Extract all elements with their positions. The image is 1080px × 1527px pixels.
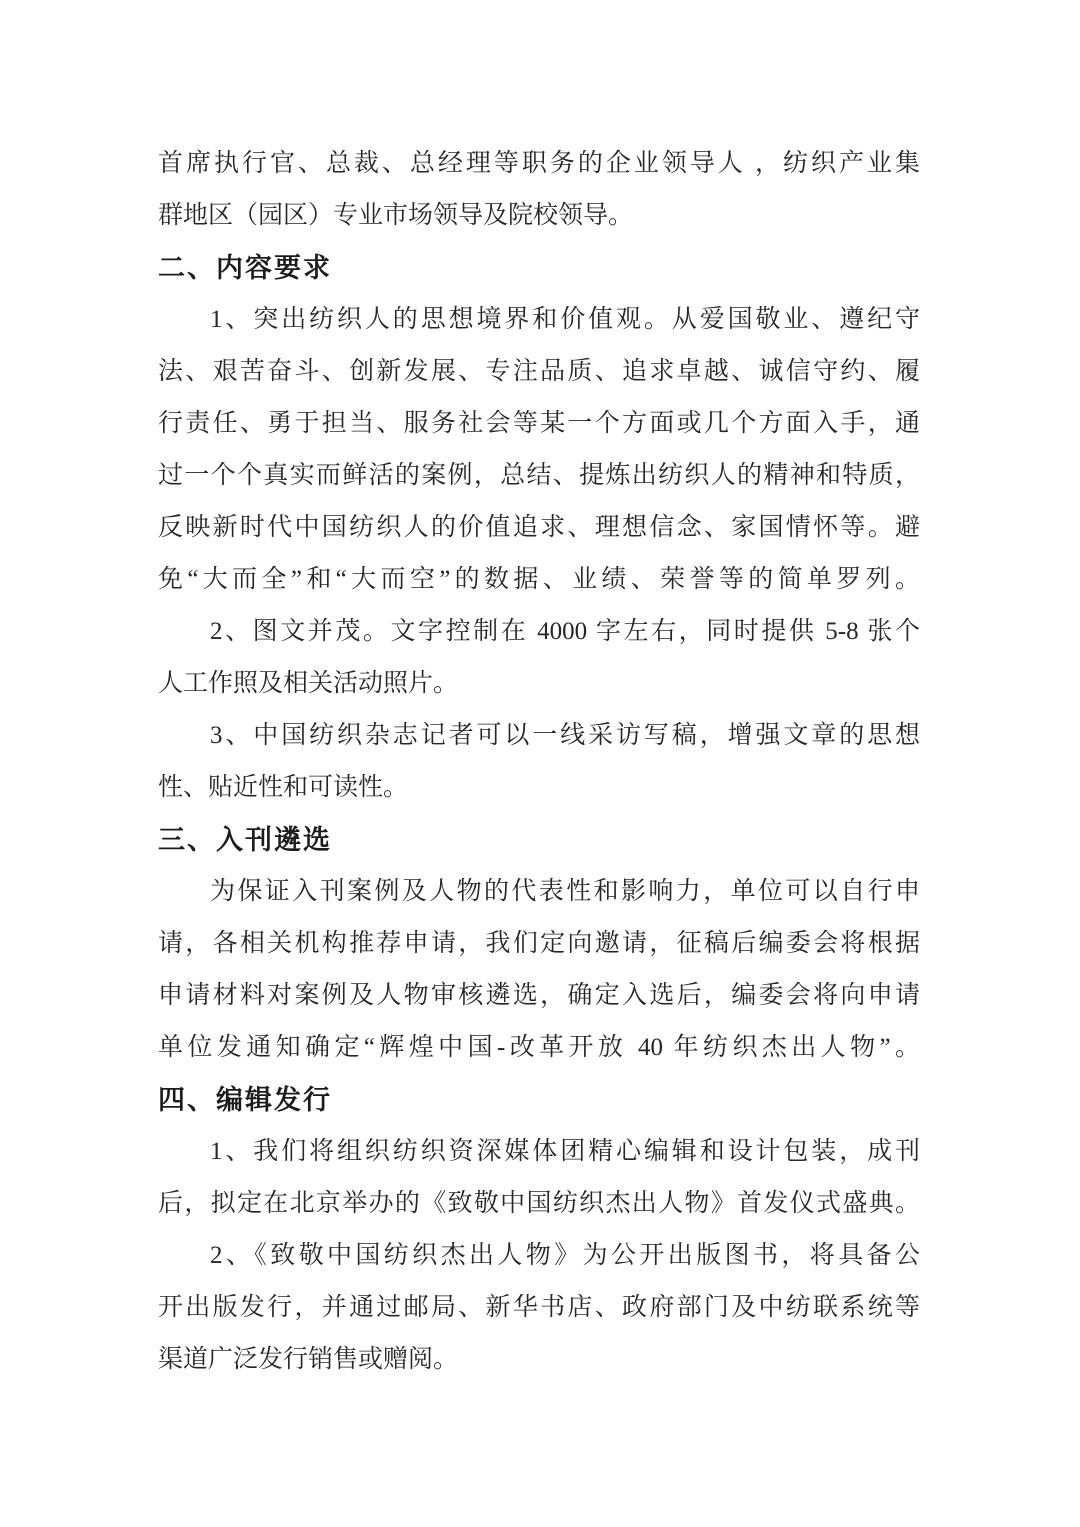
text-line: 性、贴近性和可读性。	[158, 774, 409, 801]
document-body	[158, 138, 920, 1386]
text-line: 渠道广泛发行销售或赠阅。	[158, 1346, 459, 1373]
text-line: 1、我们将组织纺织资深媒体团精心编辑和设计包装，成刊	[210, 1138, 920, 1165]
text-line: 免“大而全”和“大而空”的数据、业绩、荣誉等的简单罗列。	[158, 566, 920, 593]
heading-selection-for-publication: 三、入刊遴选	[158, 825, 332, 855]
text-line: 反映新时代中国纺织人的价值追求、理想信念、家国情怀等。避	[158, 514, 920, 541]
text-line: 单位发通知确定“辉煌中国-改革开放 40 年纺织杰出人物”。	[158, 1034, 920, 1061]
text-line: 申请材料对案例及人物审核遴选，确定入选后，编委会将向申请	[158, 982, 920, 1009]
text-line: 行责任、勇于担当、服务社会等某一个方面或几个方面入手，通	[158, 410, 920, 437]
heading-content-requirements: 二、内容要求	[158, 253, 332, 283]
text-line: 人工作照及相关活动照片。	[158, 670, 459, 697]
text-line: 过一个个真实而鲜活的案例，总结、提炼出纺织人的精神和特质，	[158, 462, 920, 489]
text-line: 首席执行官、总裁、总经理等职务的企业领导人 ，纺织产业集	[158, 150, 920, 177]
text-line: 为保证入刊案例及人物的代表性和影响力，单位可以自行申	[210, 878, 920, 905]
text-line: 2、图文并茂。文字控制在 4000 字左右，同时提供 5-8 张个	[210, 618, 920, 645]
text-line: 后，拟定在北京举办的《致敬中国纺织杰出人物》首发仪式盛典。	[158, 1190, 920, 1217]
text-line: 开出版发行，并通过邮局、新华书店、政府部门及中纺联系统等	[158, 1294, 920, 1321]
heading-editing-and-publishing: 四、编辑发行	[158, 1085, 332, 1115]
text-line: 请，各相关机构推荐申请，我们定向邀请，征稿后编委会将根据	[158, 930, 920, 957]
text-line: 3、中国纺织杂志记者可以一线采访写稿，增强文章的思想	[210, 722, 920, 749]
text-line: 法、艰苦奋斗、创新发展、专注品质、追求卓越、诚信守约、履	[158, 358, 920, 385]
text-line: 2、《致敬中国纺织杰出人物》为公开出版图书，将具备公	[210, 1242, 920, 1269]
text-line: 群地区（园区）专业市场领导及院校领导。	[158, 202, 634, 229]
text-line: 1、突出纺织人的思想境界和价值观。从爱国敬业、遵纪守	[210, 306, 920, 333]
